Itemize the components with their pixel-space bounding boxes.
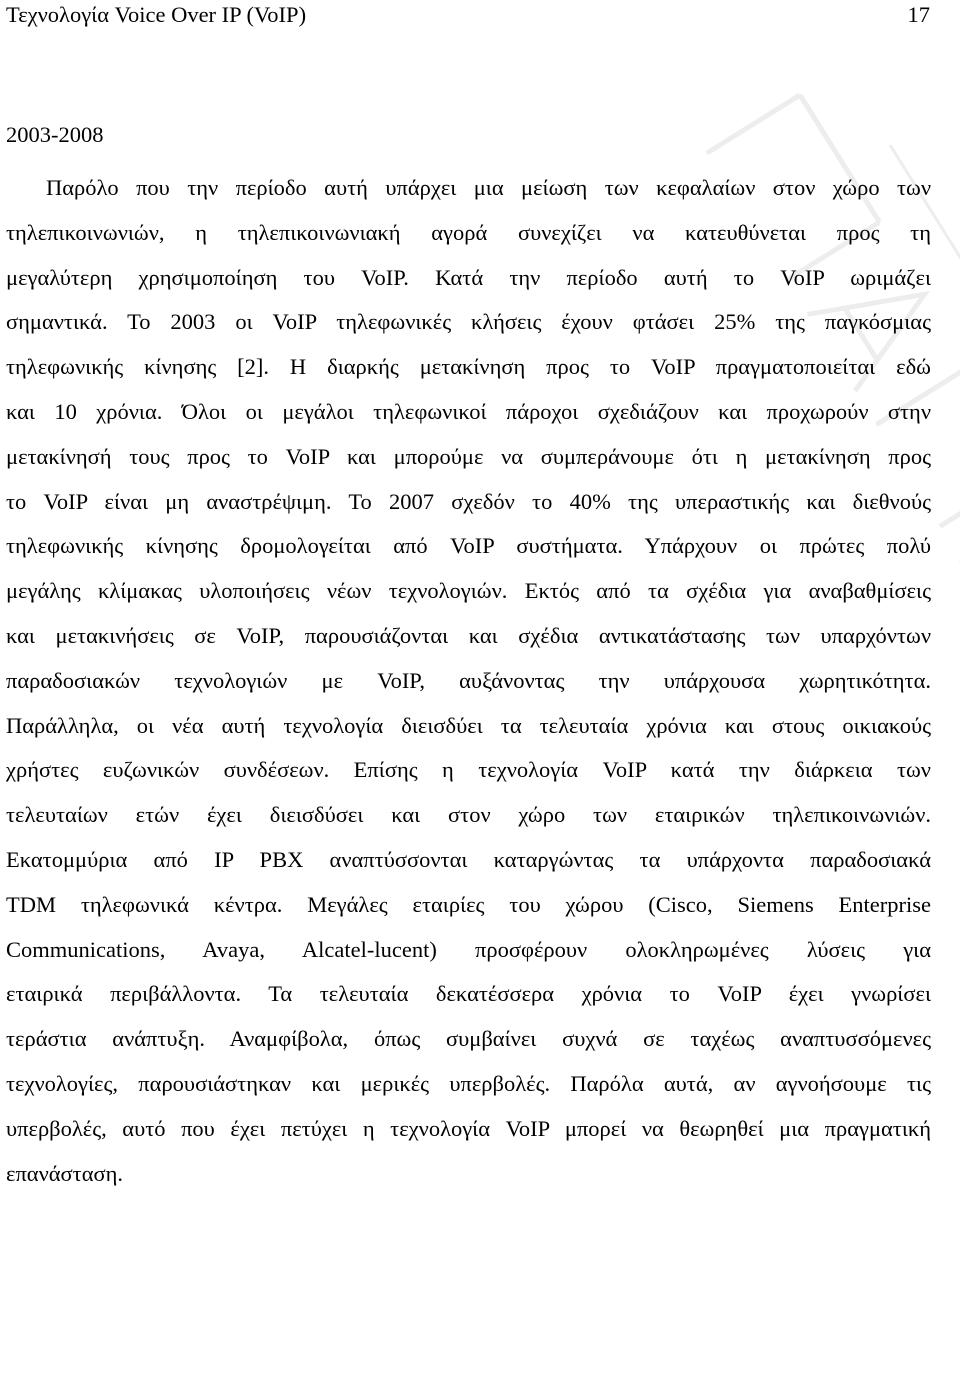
paragraph-line: το VoIP είναι μη αναστρέψιμη. Το 2007 σχεδόν το 40% της υπεραστικής και διεθνούς: [6, 488, 931, 514]
paragraph-line: και 10 χρόνια. Όλοι οι μεγάλοι τηλεφωνικοί πάροχοι σχεδιάζουν και προχωρούν στην: [6, 398, 931, 424]
paragraph-line: Παρόλο που την περίοδο αυτή υπάρχει μια μείωση των κεφαλαίων στον χώρο των: [46, 175, 931, 200]
paragraph-line: Εκατομμύρια από IP PBX αναπτύσσονται καταργώντας τα υπάρχοντα παραδοσιακά: [6, 846, 931, 872]
page-header: [6, 2, 930, 32]
paragraph-line: μετακίνησή τους προς το VoIP και μπορούμε να συμπεράνουμε ότι η μετακίνηση προς: [6, 443, 931, 469]
paragraph-line: παραδοσιακών τεχνολογιών με VoIP, αυξάνοντας την υπάρχουσα χωρητικότητα.: [6, 667, 931, 693]
paragraph-line: μεγάλης κλίμακας υλοποιήσεις νέων τεχνολογιών. Εκτός από τα σχέδια για αναβαθμίσεις: [6, 578, 931, 604]
paragraph-line: μεγαλύτερη χρησιμοποίηση του VoIP. Κατά την περίοδο αυτή το VoIP ωριμάζει: [6, 264, 931, 290]
paragraph-line: Παράλληλα, οι νέα αυτή τεχνολογία διεισδύει τα τελευταία χρόνια και στους οικιακούς: [6, 712, 931, 738]
paragraph-line: τεράστια ανάπτυξη. Αναμφίβολα, όπως συμβαίνει συχνά σε ταχέως αναπτυσσόμενες: [6, 1026, 931, 1052]
body-paragraph: [6, 166, 931, 1196]
paragraph-line: τεχνολογίες, παρουσιάστηκαν και μερικές υπερβολές. Παρόλα αυτά, αν αγνοήσουμε τις: [6, 1070, 931, 1096]
section-heading: 2003-2008: [6, 122, 104, 147]
paragraph-line: και μετακινήσεις σε VoIP, παρουσιάζονται και σχέδια αντικατάστασης των υπαρχόντων: [6, 622, 931, 648]
paragraph-line: σημαντικά. Το 2003 οι VoIP τηλεφωνικές κλήσεις έχουν φτάσει 25% της παγκόσμιας: [6, 309, 931, 335]
paragraph-line: χρήστες ευζωνικών συνδέσεων. Επίσης η τεχνολογία VoIP κατά την διάρκεια των: [6, 757, 931, 783]
paragraph-line: εταιρικά περιβάλλοντα. Τα τελευταία δεκατέσσερα χρόνια το VoIP έχει γνωρίσει: [6, 981, 931, 1007]
paragraph-line: τελευταίων ετών έχει διεισδύσει και στον χώρο των εταιρικών τηλεπικοινωνιών.: [6, 802, 931, 828]
paragraph-line: επανάσταση.: [6, 1160, 124, 1186]
paragraph-line: TDM τηλεφωνικά κέντρα. Μεγάλες εταιρίες του χώρου (Cisco, Siemens Enterprise: [6, 891, 931, 917]
page-number: 17: [907, 2, 930, 27]
paragraph-line: τηλεπικοινωνιών, η τηλεπικοινωνιακή αγορά συνεχίζει να κατευθύνεται προς τη: [6, 219, 931, 245]
paragraph-line: Communications, Avaya, Alcatel-lucent) προσφέρουν ολοκληρωμένες λύσεις για: [6, 936, 931, 962]
paragraph-line: τηλεφωνικής κίνησης [2]. Η διαρκής μετακίνηση προς το VoIP πραγματοποιείται εδώ: [6, 354, 931, 380]
header-title: Τεχνολογία Voice Over IP (VoIP): [6, 2, 307, 27]
paragraph-line: υπερβολές, αυτό που έχει πετύχει η τεχνολογία VoIP μπορεί να θεωρηθεί μια πραγματική: [6, 1115, 931, 1141]
paragraph-line: τηλεφωνικής κίνησης δρομολογείται από VoIP συστήματα. Υπάρχουν οι πρώτες πολύ: [6, 533, 931, 559]
